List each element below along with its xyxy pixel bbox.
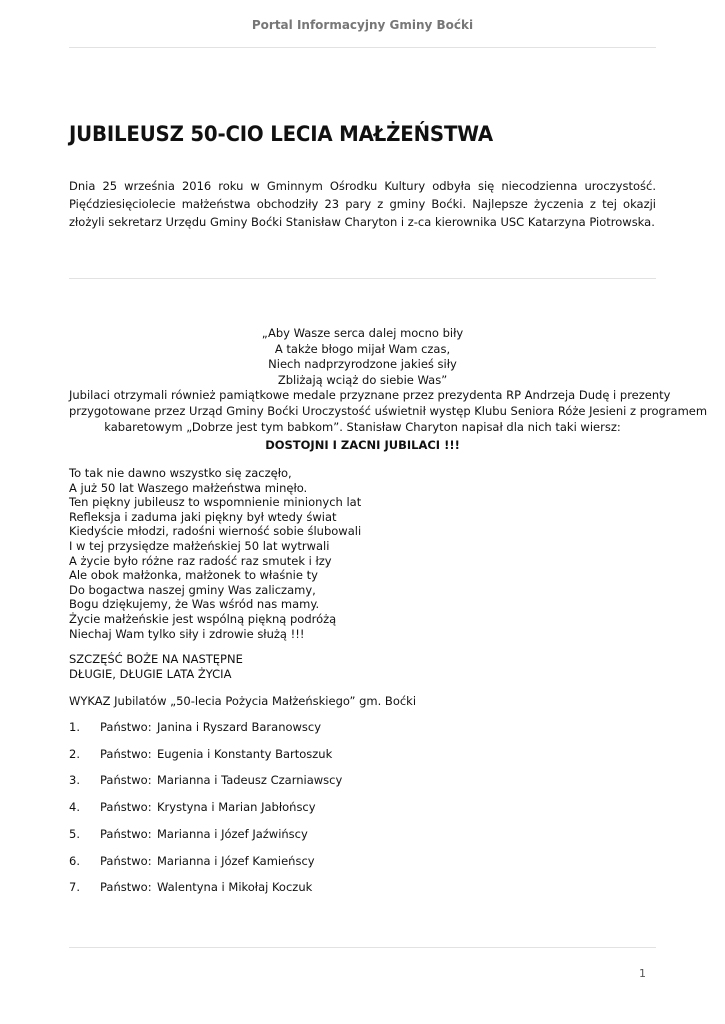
poem-heading: DOSTOJNI I ZACNI JUBILACI !!! (265, 438, 460, 452)
poem-line: I w tej przysiędze małżeńskiej 50 lat wytrwali (69, 538, 330, 553)
poem-line: Bogu dziękujemy, że Was wśród nas mamy. (69, 597, 320, 612)
poem-line: Ale obok małżonka, małżonek to właśnie ty (69, 568, 318, 583)
list-item-number: 4. (69, 800, 80, 815)
centered-text-block (69, 326, 708, 435)
wishes-line: DŁUGIE, DŁUGIE LATA ŻYCIA (69, 667, 232, 681)
list-item-number: 6. (69, 853, 80, 868)
poem-line: Do bogactwa naszej gminy Was zaliczamy, (69, 582, 316, 597)
poem-line: A już 50 lat Waszego małżeństwa minęło. (69, 480, 308, 495)
article-title: JUBILEUSZ 50-CIO LECIA MAŁŻEŃSTWA (69, 122, 494, 146)
list-item-names: Marianna i Tadeusz Czarniawscy (157, 773, 343, 788)
list-title: WYKAZ Jubilatów „50-lecia Pożycia Małżeńskiego” gm. Boćki (69, 694, 417, 708)
list-item-number: 1. (69, 720, 80, 734)
list-item-names: Krystyna i Marian Jabłońscy (157, 800, 316, 815)
list-item-names: Eugenia i Konstanty Bartoszuk (157, 746, 333, 761)
centered-line: Jubilaci otrzymali również pamiątkowe medale przyznane przez prezydenta RP Andrzeja Dudę i prezenty (69, 388, 671, 403)
list-item-prefix: Państwo: (100, 853, 152, 868)
poem-line: Ten piękny jubileusz to wspomnienie minionych lat (69, 495, 362, 510)
centered-line: kabaretowym „Dobrze jest tym babkom”. Stanisław Charyton napisał dla nich taki wiersz: (104, 419, 621, 434)
list-item-number: 2. (69, 746, 80, 761)
centered-line: Zbliżają wciąż do siebie Was” (277, 372, 448, 387)
list-item-names: Walentyna i Mikołaj Koczuk (157, 880, 313, 895)
centered-line: „Aby Wasze serca dalej mocno biły (261, 326, 464, 340)
list-item-names: Marianna i Józef Kamieńscy (157, 853, 315, 868)
page-number: 1 (639, 967, 646, 980)
list-item-prefix: Państwo: (100, 720, 152, 734)
section-divider (69, 278, 656, 279)
wishes (69, 652, 656, 682)
list-item-prefix: Państwo: (100, 746, 152, 761)
centered-line: Niech nadprzyrodzone jakieś siły (268, 357, 457, 372)
list-item-names: Marianna i Józef Jaźwińscy (157, 826, 308, 841)
poem-line: To tak nie dawno wszystko się zaczęło, (69, 466, 292, 480)
footer-divider (69, 947, 656, 948)
list-item-number: 7. (69, 880, 80, 895)
list-item-prefix: Państwo: (100, 826, 152, 841)
poem-line: Niechaj Wam tylko siły i zdrowie służą !!! (69, 626, 305, 641)
list-item-names: Janina i Ryszard Baranowscy (157, 720, 322, 734)
poem-line: Refleksja i zaduma jaki piękny był wtedy świat (69, 509, 337, 524)
list-item-number: 3. (69, 773, 80, 788)
poem-line: Kiedyście młodzi, radośni wierność sobie ślubowali (69, 524, 362, 539)
list-item-prefix: Państwo: (100, 773, 152, 788)
article-intro: Dnia 25 września 2016 roku w Gminnym Ośrodku Kultury odbyła się niecodzienna uroczystość. Pięćdziesięciolecie małżeństwa obchodziły 23 pary z gminy Boćki. Najlepsze życzenia z tej okazji złożyli sekretarz Urzędu Gminy Boćki Stanisław Charyton i z-ca kierownika USC Katarzyna Piotrowska. (69, 179, 656, 229)
poem-line: A życie było różne raz radość raz smutek i łzy (69, 553, 332, 568)
wishes-line: SZCZĘŚĆ BOŻE NA NASTĘPNE (69, 652, 243, 666)
site-title: Portal Informacyjny Gminy Boćki (251, 18, 474, 32)
list-item-number: 5. (69, 826, 80, 841)
list-item-prefix: Państwo: (100, 800, 152, 815)
poem (69, 466, 656, 641)
list-item-prefix: Państwo: (100, 880, 152, 895)
header-divider (69, 47, 656, 48)
centered-line: A także błogo mijał Wam czas, (274, 341, 451, 356)
centered-line: przygotowane przez Urząd Gminy Boćki Uroczystość uświetnił występ Klubu Seniora Róże Jesieni z programem (69, 403, 708, 418)
poem-line: Życie małżeńskie jest wspólną piękną podróżą (69, 611, 337, 626)
